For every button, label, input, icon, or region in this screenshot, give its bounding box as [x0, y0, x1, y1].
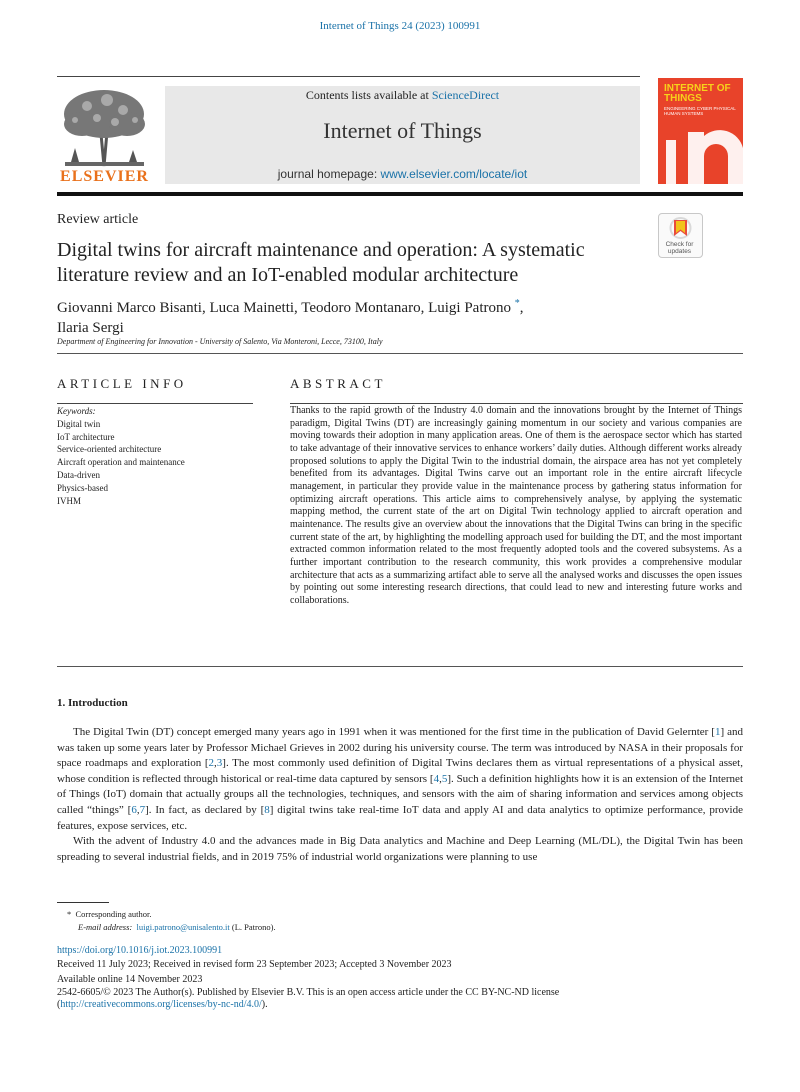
footnote-email: E-mail address: luigi.patrono@unisalento.it (L. Patrono). — [78, 922, 276, 932]
contents-line — [165, 88, 640, 103]
keywords-rule — [57, 403, 253, 404]
citation-link[interactable]: 4 — [433, 772, 440, 785]
cover-subtitle: ENGINEERING CYBER PHYSICAL HUMAN SYSTEMS — [664, 106, 736, 116]
footnote-rule — [57, 902, 109, 903]
corresponding-author-mark[interactable]: * — [514, 298, 520, 309]
keyword-item: Data-driven — [57, 469, 100, 480]
available-online: Available online 14 November 2023 — [57, 974, 203, 985]
cover-title: INTERNET OF THINGS — [664, 83, 731, 104]
introduction-body — [57, 725, 743, 865]
citation-link[interactable]: 6 — [131, 803, 137, 816]
footnote-corresponding: * Corresponding author. — [67, 909, 152, 919]
publication-info — [57, 945, 743, 1012]
journal-reference[interactable] — [0, 20, 800, 32]
keywords-label: Keywords: — [57, 406, 96, 416]
abstract-rule — [290, 403, 743, 404]
keyword-item: Digital twin — [57, 418, 101, 429]
article-title: Digital twins for aircraft maintenance and operation: A systematic literature review and an IoT-enabled modular architecture — [57, 239, 585, 286]
sciencedirect-link[interactable]: ScienceDirect — [431, 88, 500, 102]
keyword-item: Physics-based — [57, 482, 108, 493]
abstract-end-rule — [57, 666, 743, 667]
bookmark-icon — [659, 214, 702, 244]
citation-link[interactable]: 1 — [714, 726, 721, 738]
author-email-link[interactable]: luigi.patrono@unisalento.it — [136, 922, 230, 932]
citation-link[interactable]: 8 — [264, 803, 270, 816]
paragraph: The Digital Twin (DT) concept emerged many years ago in 1991 when it was mentioned for the first time in the publication of David Gelernter [1] and was taken up some years later by Professor Michael Grieves in 2002 during his university course. The term was introduced by NASA in their proposals for space roadmaps and exploration [2,3]. The most commonly used definition of Digital Twins declares them as virtual representations of a physical asset, whose condition is reflected through historical or real-time data captured by sensors [4,5]. Such a definition highlights how it is an extension of the Internet of Things (IoT) domain that actually groups all the technologies, techniques, and sensors with the aim of sharing information and services among objects called “things” [6,7]. In fact, as declared by [8] digital twins take real-time IoT data and apply AI and data analytics to optimize performance, provide features, expose services, etc. — [57, 726, 744, 832]
footnote-mark: * — [67, 909, 72, 919]
authors-line-2: Ilaria Sergi — [57, 320, 124, 336]
citation-link[interactable]: 5 — [441, 772, 448, 785]
header-rule — [57, 76, 640, 77]
cover-graphic — [658, 78, 743, 184]
keywords-block — [57, 405, 267, 507]
keyword-item: IoT architecture — [57, 431, 115, 442]
header-thick-rule — [57, 192, 743, 196]
authors-line-1-end: , — [519, 300, 524, 316]
doi-link[interactable]: https://doi.org/10.1016/j.iot.2023.100991 — [57, 945, 223, 956]
journal-reference-link[interactable]: Internet of Things 24 (2023) 100991 — [319, 20, 481, 32]
section-heading-introduction: 1. Introduction — [57, 697, 128, 709]
article-type: Review article — [57, 212, 139, 227]
abstract-text: Thanks to the rapid growth of the Industry 4.0 domain and the innovations brought by the Internet of Things paradigm, Digital Twins (DT) are increasingly gaining momentum in our society and various companies are moving towards their adoption in many application areas. One of them is the aerospace sector which has started to take advantage of their innovative services to enhance workers’ daily duties. Although different works already proposed solutions to apply the Digital Twin to the industrial domain, the airspace area has not yet completely benefited from its advantages. Digital Twins carve out an important role in the entire aircraft lifecycle management, in particular they provide value in the maintenance process by gathering status information for optimizing aircraft operations. This article aims to comprehensively analyse, by applying the systematic mapping method, the current state of the art on Digital Twin technology applied to aircraft operation and maintenance. The results give an overview about the innovations that the Digital Twins can bring in the specific current state of the art, by highlighting the modelling approach used for building the DT, and the most important extracted common information related to the most frequently adopted tools and the covered subsystems. As a further important contribution to the research community, this work provides a comprehensive modular architecture that acts as a summarizing artifact able to serve all the analysed works and discusses the open issues by pointing out some interesting research directions, that could lead to new and interesting future works and collaborations. — [290, 405, 742, 606]
paragraph: With the advent of Industry 4.0 and the advances made in Big Data analytics and Machine and Deep Learning (ML/DL), the Digital Twin has been spreading to several industrial fields, and in 2019 75% of industrial world organizations were planning to use — [57, 835, 743, 863]
homepage-line — [165, 167, 640, 181]
contents-prefix: Contents lists available at — [305, 88, 432, 102]
abstract-heading: ABSTRACT — [290, 376, 386, 391]
article-info-heading: ARTICLE INFO — [57, 376, 187, 391]
elsevier-wordmark: ELSEVIER — [60, 168, 149, 185]
affiliation-rule — [57, 353, 743, 354]
keyword-item: Aircraft operation and maintenance — [57, 457, 185, 468]
footnote — [57, 908, 743, 934]
citation-link[interactable]: 3 — [216, 757, 223, 770]
affiliation: Department of Engineering for Innovation - University of Salento, Via Monteroni, Lecce, 73100, Italy — [57, 337, 383, 346]
homepage-prefix: journal homepage: — [277, 167, 381, 181]
authors-line-1: Giovanni Marco Bisanti, Luca Mainetti, Teodoro Montanaro, Luigi Patrono — [57, 300, 511, 316]
citation-link[interactable]: 2 — [208, 757, 215, 770]
citation-link[interactable]: 7 — [139, 803, 146, 816]
license-link[interactable]: http://creativecommons.org/licenses/by-nc-nd/4.0/ — [60, 999, 262, 1010]
keyword-item: Service-oriented architecture — [57, 444, 162, 455]
author-list — [57, 294, 657, 338]
received-dates: Received 11 July 2023; Received in revised form 23 September 2023; Accepted 3 November 2023 — [57, 958, 452, 970]
journal-name: Internet of Things — [323, 118, 482, 143]
check-for-updates-label: Check for updates — [665, 241, 694, 255]
journal-homepage-link[interactable]: www.elsevier.com/locate/iot — [380, 167, 528, 181]
keyword-item: IVHM — [57, 495, 81, 506]
license-statement: 2542-6605/© 2023 The Author(s). Published by Elsevier B.V. This is an open access article under the CC BY-NC-ND license (http://creativecommons.org/licenses/by-nc-nd/4.0/). — [57, 986, 560, 1010]
journal-cover-image[interactable] — [658, 78, 743, 184]
